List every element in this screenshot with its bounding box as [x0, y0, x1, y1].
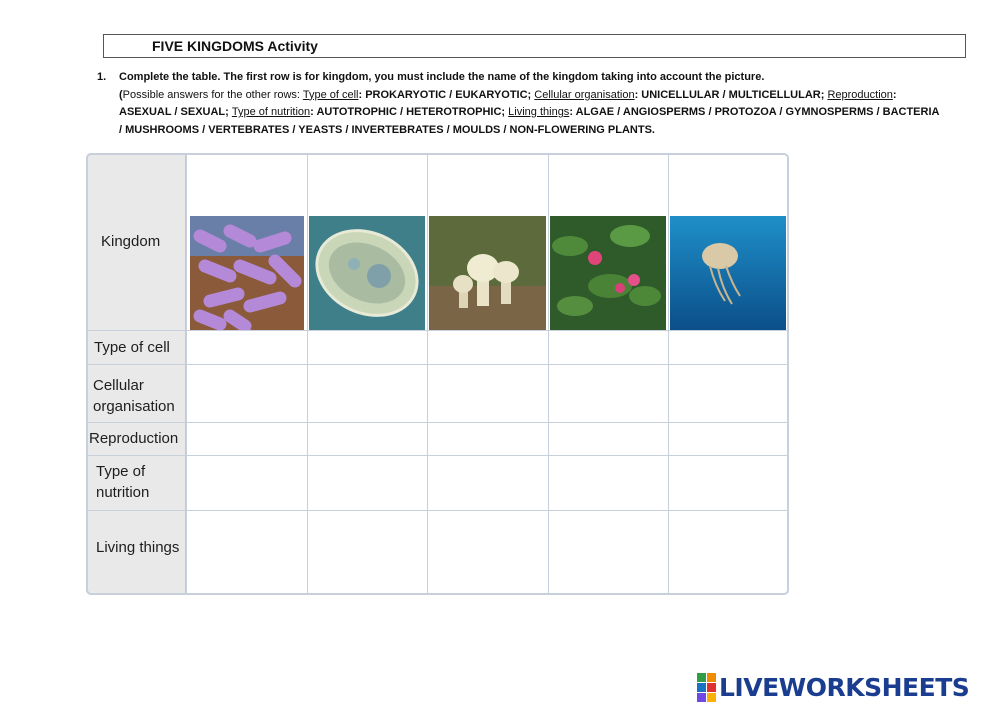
- logo-text: LIVEWORKSHEETS: [719, 672, 970, 702]
- question-number: 1.: [97, 71, 107, 83]
- cellular-org-hint-values: : UNICELLULAR / MULTICELLULAR;: [634, 88, 828, 101]
- activity-title-box: [103, 34, 966, 58]
- row-label-type-of-nutrition: Type of nutrition: [96, 463, 150, 501]
- living-things-hint-values-cont: / MUSHROOMS / VERTEBRATES / YEASTS / INVERTEBRATES / MOULDS / NON-FLOWERING PLANTS.: [119, 123, 655, 136]
- flowering-plant-picture: [550, 216, 666, 330]
- instructions: 1. Complete the table. The first row is for kingdom, you must include the name of the kingdom taking into account the picture. (Possible answers for the other rows: Type of cell: PROKARYOTIC / EUKARYOTIC; Cellular organisation: UNICELLULAR / MULTICELLULAR; Reproduction: ASEXUAL / SEXUAL; Type of nutrition: AUTOTROPHIC / HETEROTROPHIC; Living things: ALGAE / ANGIOSPERMS / PROTOZOA / GYMNOSPERMS / BACTERIA / MUSHROOMS / VERTEBRATES / YEASTS / INVERTEBRATES / MOULDS / NON-FLOWERING PLANTS.: [97, 71, 940, 136]
- row-label-living-things: Living things: [96, 539, 180, 556]
- kingdoms-table: [86, 153, 789, 595]
- liveworksheets-logo: [697, 672, 969, 702]
- bacteria-picture: [190, 216, 304, 330]
- row-label-reproduction: Reproduction: [89, 430, 179, 447]
- possible-answers-text: Possible answers for the other rows:: [122, 88, 303, 101]
- living-things-hint-values: : ALGAE / ANGIOSPERMS / PROTOZOA / GYMNOSPERMS / BACTERIA: [569, 106, 940, 118]
- reproduction-hint-label: Reproduction: [827, 88, 893, 101]
- cellular-org-hint-label: Cellular organisation: [534, 88, 635, 101]
- type-of-cell-hint-label: Type of cell: [302, 88, 359, 101]
- living-things-hint-label: Living things: [508, 106, 570, 118]
- row-label-kingdom: Kingdom: [101, 233, 161, 250]
- row-label-type-of-cell: Type of cell: [94, 339, 170, 356]
- type-of-cell-hint-values: : PROKARYOTIC / EUKARYOTIC;: [358, 88, 535, 101]
- paramecium-picture: [309, 216, 425, 330]
- nutrition-hint-label: Type of nutrition: [231, 106, 311, 118]
- logo-icon: [697, 673, 716, 702]
- nutrition-hint-values: : AUTOTROPHIC / HETEROTROPHIC;: [310, 106, 509, 118]
- row-label-cellular-organisation: Cellular organisation: [93, 377, 175, 415]
- activity-title: FIVE KINGDOMS Activity: [152, 38, 318, 54]
- reproduction-hint-values: ASEXUAL / SEXUAL;: [119, 106, 232, 118]
- mushrooms-picture: [429, 216, 546, 330]
- instruction-line: Complete the table. The first row is for kingdom, you must include the name of the kingdom taking into account the picture.: [119, 71, 765, 83]
- jellyfish-picture: [670, 216, 786, 330]
